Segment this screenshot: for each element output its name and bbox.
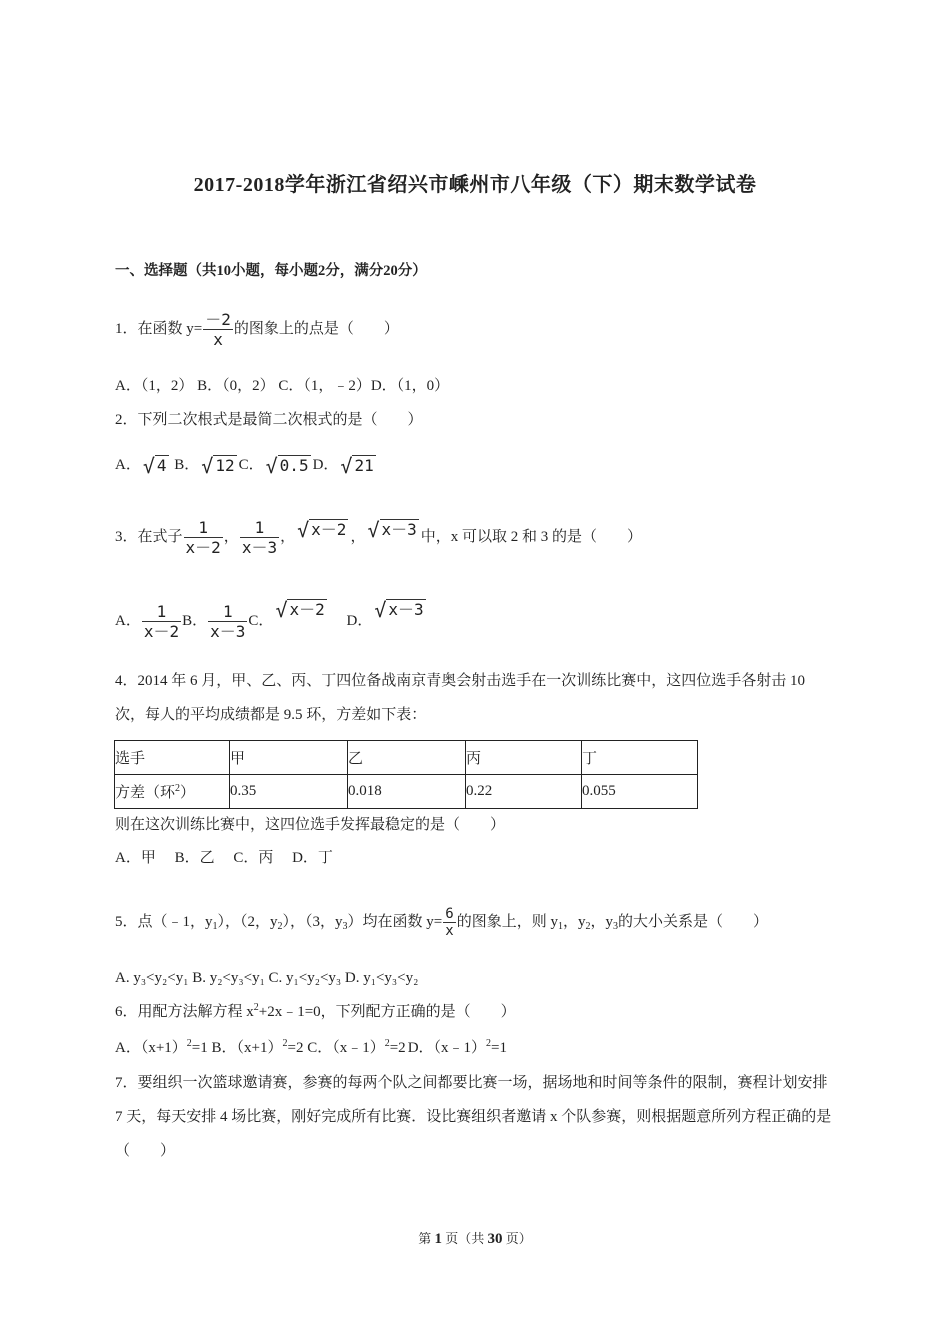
q3-suffix: 中，x 可以取 2 和 3 的是（ ） <box>420 528 643 545</box>
table-row-label: 方差（环$^2$） <box>115 775 230 809</box>
q1-fraction-numerator: －2 <box>205 310 231 329</box>
q3-radical-1: √ x－2 <box>297 517 347 542</box>
q1-prefix: 1．在函数 y= <box>115 320 203 337</box>
table-cell: 0.018 <box>348 775 466 809</box>
page-title: 2017-2018学年浙江省绍兴市嵊州市八年级（下）期末数学试卷 <box>193 174 757 196</box>
table-cell: 0.22 <box>466 775 582 809</box>
table-header-cell: 乙 <box>348 741 466 775</box>
q2-option-d-radical: √ 21 <box>340 453 374 478</box>
q3-option-c-label: C． <box>248 613 274 629</box>
question-7: 7．要组织一次篮球邀请赛，参赛的每两个队之间都要比赛一场，据场地和时间等条件的限制，赛程计划安排 7 天，每天安排 4 场比赛，刚好完成所有比赛．设比赛组织者邀请 x 个队参赛，则根据题意所列方程正确的是（ ） <box>115 1075 832 1159</box>
question-1 <box>115 310 399 349</box>
q3-option-b-fraction: $\frac{1}{x-3}$ <box>210 602 246 642</box>
table-header-cell: 丙 <box>466 741 582 775</box>
q1-suffix: 的图象上的点是（ ） <box>233 320 399 337</box>
q3-option-d-radical: √ x－3 <box>374 598 424 622</box>
page-total: 30 <box>487 1231 503 1247</box>
q1-fraction <box>203 310 233 349</box>
q3-option-a-label: A． <box>115 613 141 629</box>
question-6: 6．用配方法解方程 $x^2+2x﹣1=0$，下列配方正确的是（ ） <box>115 1002 516 1020</box>
table-header-cell: 选手 <box>115 741 230 775</box>
page-number: 1 <box>434 1231 442 1247</box>
question-1-options: A．（1，2） B．（0，2） C．（1，﹣2）D．（1，0） <box>115 378 450 394</box>
question-4: 4．2014 年 6 月，甲、乙、丙、丁四位备战南京青奥会射击选手在一次训练比赛中，这四位选手各射击 10 次，每人的平均成绩都是 9.5 环，方差如下表： <box>115 673 806 723</box>
q2-option-b-radical: √ 12 <box>201 453 235 478</box>
question-3-options <box>115 600 428 641</box>
q3-fraction-1: $\frac{1}{x-2}$ <box>185 518 221 557</box>
q1-fraction-denominator: x <box>213 330 223 349</box>
q2-option-c-label: C． <box>238 457 264 473</box>
variance-table <box>114 740 698 809</box>
question-5: 5．点（﹣1，$y_1$），（2，$y_2$），（3，$y_3$）均在函数 y= $\frac{6}{x}$ 的图象上，则 $y_1$，$y_2$，$y_3$的大小关系是（ ） <box>115 906 769 939</box>
q3-option-c-radical: √ x－2 <box>275 598 325 622</box>
q3-option-b-label: B． <box>182 613 208 629</box>
question-3: 3．在式子 $\frac{1}{x-2}$ ， $\frac{1}{x-3}$ ， √ x－2 ， √ x－3 中，x 可以取 2 和 3 的是（ ） <box>115 517 643 557</box>
question-2: 2．下列二次根式是最简二次根式的是（ ） <box>115 412 423 428</box>
q3-prefix: 3．在式子 <box>115 528 183 545</box>
q3-option-d-label: D． <box>346 613 373 629</box>
section-heading: 一、选择题（共10小题，每小题2分，满分20分） <box>115 263 427 279</box>
q3-option-a-fraction: $\frac{1}{x-2}$ <box>143 602 180 642</box>
q3-fraction-2: $\frac{1}{x-3}$ <box>241 518 278 557</box>
table-cell: 0.055 <box>582 775 698 809</box>
table-header-cell: 丁 <box>582 741 698 775</box>
table-cell: 0.35 <box>230 775 348 809</box>
table-row <box>115 775 698 809</box>
table-header-row <box>115 741 698 775</box>
q2-option-a-radical: √ 4 <box>142 453 167 478</box>
table-header-cell: 甲 <box>230 741 348 775</box>
q2-option-b-label: B． <box>174 457 200 473</box>
q2-option-d-label: D． <box>312 457 339 473</box>
question-4-after-table: 则在这次训练比赛中，这四位选手发挥最稳定的是（ ） <box>115 817 506 833</box>
q3-radical-2: √ x－3 <box>367 517 417 542</box>
question-2-options <box>115 455 378 476</box>
question-6-options: A．$(x+1)^2=1$ B．$(x+1)^2=2$ C．（x﹣1）$^2$=2 D．（x﹣1）$^2$=1 <box>115 1038 507 1056</box>
question-5-options: A. y₃<y₂<y₁ B. y₂<y₃<y₁ C. y₁<y₂<y₃ D. y₁<y₃<y₂ <box>115 970 419 986</box>
question-4-options: A．甲 B．乙 C．丙 D．丁 <box>115 850 333 866</box>
q2-option-c-radical: √ 0.5 <box>265 453 309 478</box>
q2-option-a-label: A． <box>115 457 141 473</box>
q5-fraction: $\frac{6}{x}$ <box>445 906 454 939</box>
page-footer: 第 1 页（共 30 页） <box>418 1231 532 1247</box>
